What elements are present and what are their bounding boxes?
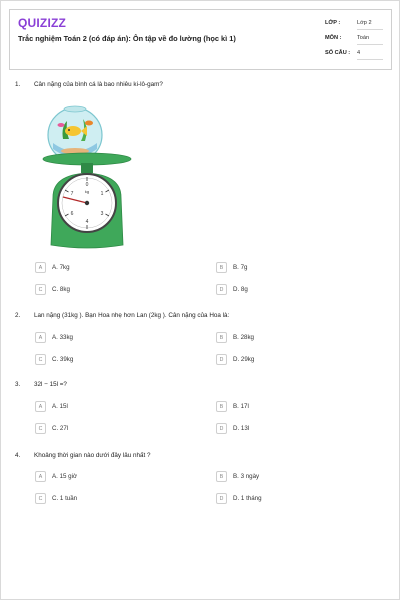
option-text: C. 39kg [52, 356, 74, 363]
option-letter-box: A [35, 471, 46, 482]
scale-with-fishbowl-icon [39, 99, 135, 251]
meta-underline [357, 29, 383, 30]
question-number: 2. [15, 312, 21, 319]
meta-underline [357, 44, 383, 45]
option-letter-box: C [35, 284, 46, 295]
option-letter-box: C [35, 354, 46, 365]
option-text: D. 1 tháng [233, 495, 262, 502]
option-text: B. 28kg [233, 334, 254, 341]
svg-text:4: 4 [85, 219, 89, 225]
option-text: C. 1 tuần [52, 495, 78, 502]
meta-row-subject [325, 33, 383, 48]
option-text: C. 27l [52, 425, 69, 432]
question-text: Cân nặng của bình cá là bao nhiêu ki-lô-gam? [34, 81, 163, 88]
svg-text:0: 0 [85, 182, 89, 188]
option-letter-box: D [216, 423, 227, 434]
svg-text:7: 7 [70, 191, 74, 197]
meta-value: Lớp 2 [357, 20, 372, 26]
meta-key: SỐ CÂU : [325, 50, 351, 56]
option-letter-box: D [216, 354, 227, 365]
option-letter-box: D [216, 284, 227, 295]
option-letter-box: B [216, 401, 227, 412]
option-text: B. 7g [233, 264, 248, 271]
worksheet-header [9, 9, 392, 70]
question-text: Lan nặng (31kg ). Bạn Hoa nhẹ hơn Lan (2kg ). Cân nặng của Hoa là: [34, 312, 230, 319]
option-letter-box: B [216, 332, 227, 343]
meta-value: 4 [357, 50, 361, 56]
meta-row-grade [325, 18, 383, 33]
option-text: D. 8g [233, 286, 248, 293]
option-text: D. 29kg [233, 356, 255, 363]
option-letter-box: B [216, 262, 227, 273]
option-text: C. 8kg [52, 286, 70, 293]
svg-text:6: 6 [70, 211, 74, 217]
meta-key: MÔN : [325, 35, 342, 41]
meta-underline [357, 59, 383, 60]
question-text: Khoảng thời gian nào dưới đây lâu nhất ? [34, 452, 151, 459]
question-number: 3. [15, 381, 21, 388]
option-letter-box: A [35, 262, 46, 273]
option-text: B. 17l [233, 403, 249, 410]
question-text: 32l − 15l =? [34, 381, 67, 388]
option-text: A. 7kg [52, 264, 70, 271]
dial-unit: kg [84, 189, 90, 194]
meta-row-count [325, 48, 383, 63]
option-text: B. 3 ngày [233, 473, 260, 480]
page-title: Trắc nghiệm Toán 2 (có đáp án): Ôn tập về đo lường (học kì 1) [18, 34, 236, 43]
question-number: 4. [15, 452, 21, 459]
option-letter-box: D [216, 493, 227, 504]
meta-value: Toán [357, 35, 370, 41]
option-letter-box: B [216, 471, 227, 482]
option-text: A. 15 giờ [52, 473, 78, 480]
meta-key: LỚP : [325, 20, 341, 26]
option-letter-box: A [35, 401, 46, 412]
option-text: D. 13l [233, 425, 250, 432]
option-text: A. 15l [52, 403, 68, 410]
svg-text:3: 3 [100, 211, 104, 217]
option-letter-box: C [35, 493, 46, 504]
question-number: 1. [15, 81, 21, 88]
quizizz-logo: QUIZIZZ [18, 16, 67, 30]
meta-info [325, 18, 383, 63]
svg-text:1: 1 [100, 191, 104, 197]
option-text: A. 33kg [52, 334, 73, 341]
option-letter-box: C [35, 423, 46, 434]
option-letter-box: A [35, 332, 46, 343]
